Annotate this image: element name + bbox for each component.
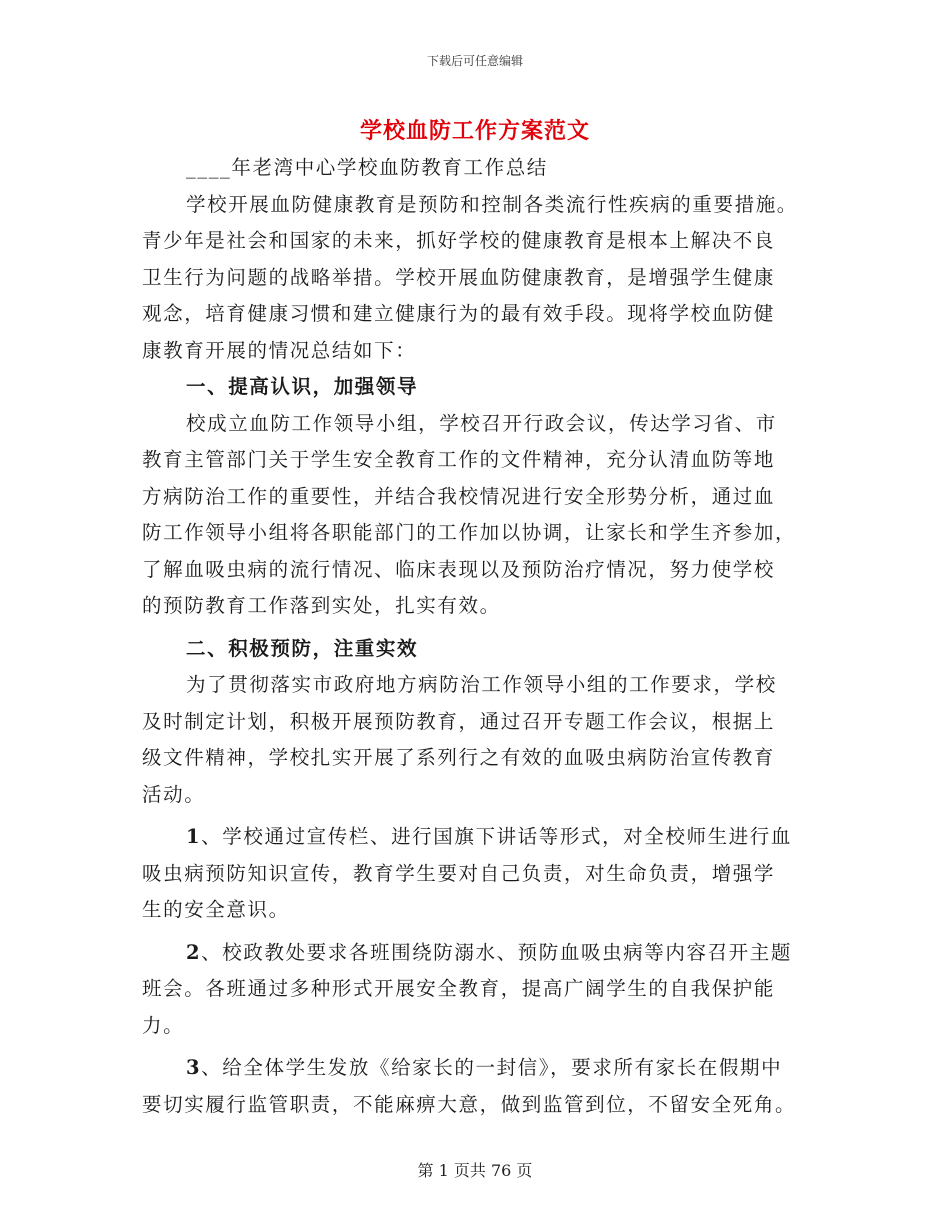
item3-line: 要切实履行监管职责，不能麻痹大意，做到监管到位，不留安全死角。 bbox=[142, 1092, 797, 1116]
section1-line: 教育主管部门关于学生安全教育工作的文件精神，充分认清血防等地 bbox=[142, 448, 776, 471]
item3-text: 、给全体学生发放《给家长的一封信》，要求所有家长在假期中 bbox=[201, 1056, 783, 1079]
item1-line: 生的安全意识。 bbox=[142, 898, 290, 921]
section2-line: 为了贯彻落实市政府地方病防治工作领导小组的工作要求，学校 bbox=[186, 673, 777, 696]
item2-text: 、校政教处要求各班围绕防溺水、预防血吸虫病等内容召开主题 bbox=[201, 940, 792, 964]
item2-number: 2 bbox=[186, 940, 202, 964]
intro-line: 观念，培育健康习惯和建立健康行为的最有效手段。现将学校血防健 bbox=[142, 302, 776, 325]
section2-line: 级文件精神，学校扎实开展了系列行之有效的血吸虫病防治宣传教育 bbox=[142, 746, 776, 769]
section-heading-1: 一、提高认识，加强领导 bbox=[186, 375, 419, 398]
item1-first-line bbox=[142, 819, 812, 856]
section2-line: 活动。 bbox=[142, 782, 206, 806]
item2-line: 班会。各班通过多种形式开展安全教育，提高广阔学生的自我保护能 bbox=[142, 977, 776, 1000]
section1-line: 的预防教育工作落到实处，扎实有效。 bbox=[142, 594, 501, 617]
item3-number: 3 bbox=[186, 1056, 202, 1079]
header-note: 下载后可任意编辑 bbox=[426, 54, 523, 68]
subtitle: ____年老湾中心学校血防教育工作总结 bbox=[186, 156, 548, 179]
intro-line: 康教育开展的情况总结如下： bbox=[142, 338, 417, 362]
item3-first-line bbox=[142, 1050, 812, 1087]
section1-line: 校成立血防工作领导小组，学校召开行政会议，传达学习省、市 bbox=[186, 411, 777, 435]
page-footer: 第 1 页共 76 页 bbox=[417, 1161, 533, 1180]
item2-line: 力。 bbox=[142, 1013, 185, 1037]
section1-line: 方病防治工作的重要性，并结合我校情况进行安全形势分析，通过血 bbox=[142, 484, 776, 508]
item1-text: 、学校通过宣传栏、进行国旗下讲话等形式，对全校师生进行血 bbox=[201, 825, 792, 848]
item2-first-line bbox=[142, 935, 812, 972]
section1-line: 了解血吸虫病的流行情况、临床表现以及预防治疗情况，努力使学校 bbox=[142, 557, 776, 581]
item1-line: 吸虫病预防知识宣传，教育学生要对自己负责，对生命负责，增强学 bbox=[142, 861, 776, 885]
section1-line: 防工作领导小组将各职能部门的工作加以协调，让家长和学生齐参加， bbox=[142, 521, 797, 544]
intro-line: 青少年是社会和国家的未来，抓好学校的健康教育是根本上解决不良 bbox=[142, 229, 776, 252]
document-title: 学校血防工作方案范文 bbox=[359, 118, 590, 144]
document-body bbox=[142, 150, 812, 1123]
section-heading-2: 二、积极预防，注重实效 bbox=[186, 636, 419, 660]
item1-number: 1 bbox=[186, 825, 202, 848]
intro-line: 卫生行为问题的战略举措。学校开展血防健康教育，是增强学生健康 bbox=[142, 265, 776, 289]
intro-line: 学校开展血防健康教育是预防和控制各类流行性疾病的重要措施。 bbox=[186, 192, 798, 216]
section2-line: 及时制定计划，积极开展预防教育，通过召开专题工作会议，根据上 bbox=[142, 709, 776, 733]
